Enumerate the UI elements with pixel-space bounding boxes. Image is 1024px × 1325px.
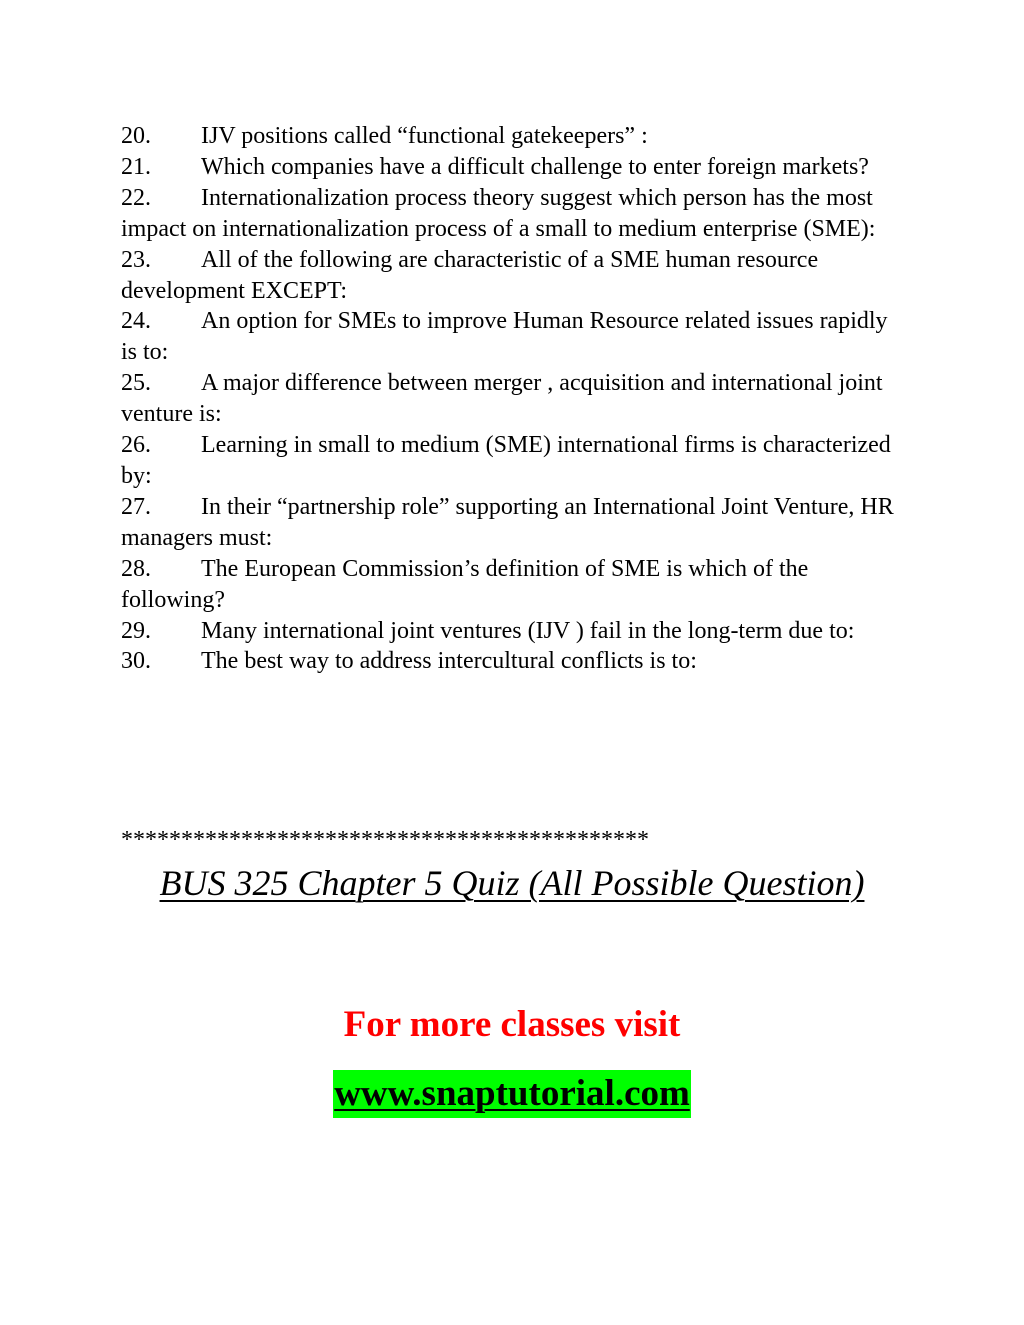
question-text: Which companies have a difficult challenge to enter foreign markets? bbox=[201, 153, 869, 180]
question-number: 24. bbox=[121, 308, 151, 335]
question-text: An option for SMEs to improve Human Resource related issues rapidly is to: bbox=[121, 308, 888, 366]
question-number: 26. bbox=[121, 432, 151, 459]
list-item bbox=[121, 245, 906, 307]
list-item bbox=[121, 121, 906, 152]
list-item bbox=[121, 306, 906, 368]
question-number: 29. bbox=[121, 617, 151, 644]
question-number: 23. bbox=[121, 246, 151, 273]
promo-link-container bbox=[0, 1070, 1024, 1118]
list-item bbox=[121, 152, 906, 183]
question-text: IJV positions called “functional gatekeepers” : bbox=[201, 123, 648, 149]
question-number: 25. bbox=[121, 370, 151, 397]
question-text: Internationalization process theory suggest which person has the most impact on internationalization process of a small to medium enterprise (SME): bbox=[121, 184, 876, 242]
list-item bbox=[121, 616, 906, 647]
question-text: Many international joint ventures (IJV ) fail in the long-term due to: bbox=[201, 617, 855, 644]
list-item bbox=[121, 183, 906, 245]
question-number: 22. bbox=[121, 184, 151, 211]
question-number: 30. bbox=[121, 648, 151, 675]
page-title: BUS 325 Chapter 5 Quiz (All Possible Question) bbox=[159, 863, 865, 903]
question-text: The European Commission’s definition of SME is which of the following? bbox=[121, 555, 809, 613]
promo-link[interactable]: www.snaptutorial.com bbox=[333, 1070, 691, 1118]
question-number: 28. bbox=[121, 555, 151, 582]
list-item bbox=[121, 646, 906, 677]
question-text: In their “partnership role” supporting an International Joint Venture, HR managers must: bbox=[121, 493, 894, 551]
question-text: A major difference between merger , acquisition and international joint venture is: bbox=[121, 370, 883, 428]
list-item bbox=[121, 554, 906, 616]
question-number: 27. bbox=[121, 493, 151, 520]
question-text: Learning in small to medium (SME) international firms is characterized by: bbox=[121, 432, 891, 489]
separator: ******************************************** bbox=[121, 827, 649, 853]
promo-text: For more classes visit bbox=[343, 1004, 681, 1045]
question-text: The best way to address intercultural conflicts is to: bbox=[201, 648, 697, 675]
question-text: All of the following are characteristic of a SME human resource development EXCEPT: bbox=[121, 246, 819, 304]
question-list bbox=[121, 121, 906, 677]
question-number: 20. bbox=[121, 123, 151, 149]
list-item bbox=[121, 430, 906, 492]
question-number: 21. bbox=[121, 153, 151, 180]
list-item bbox=[121, 368, 906, 430]
list-item bbox=[121, 492, 906, 554]
